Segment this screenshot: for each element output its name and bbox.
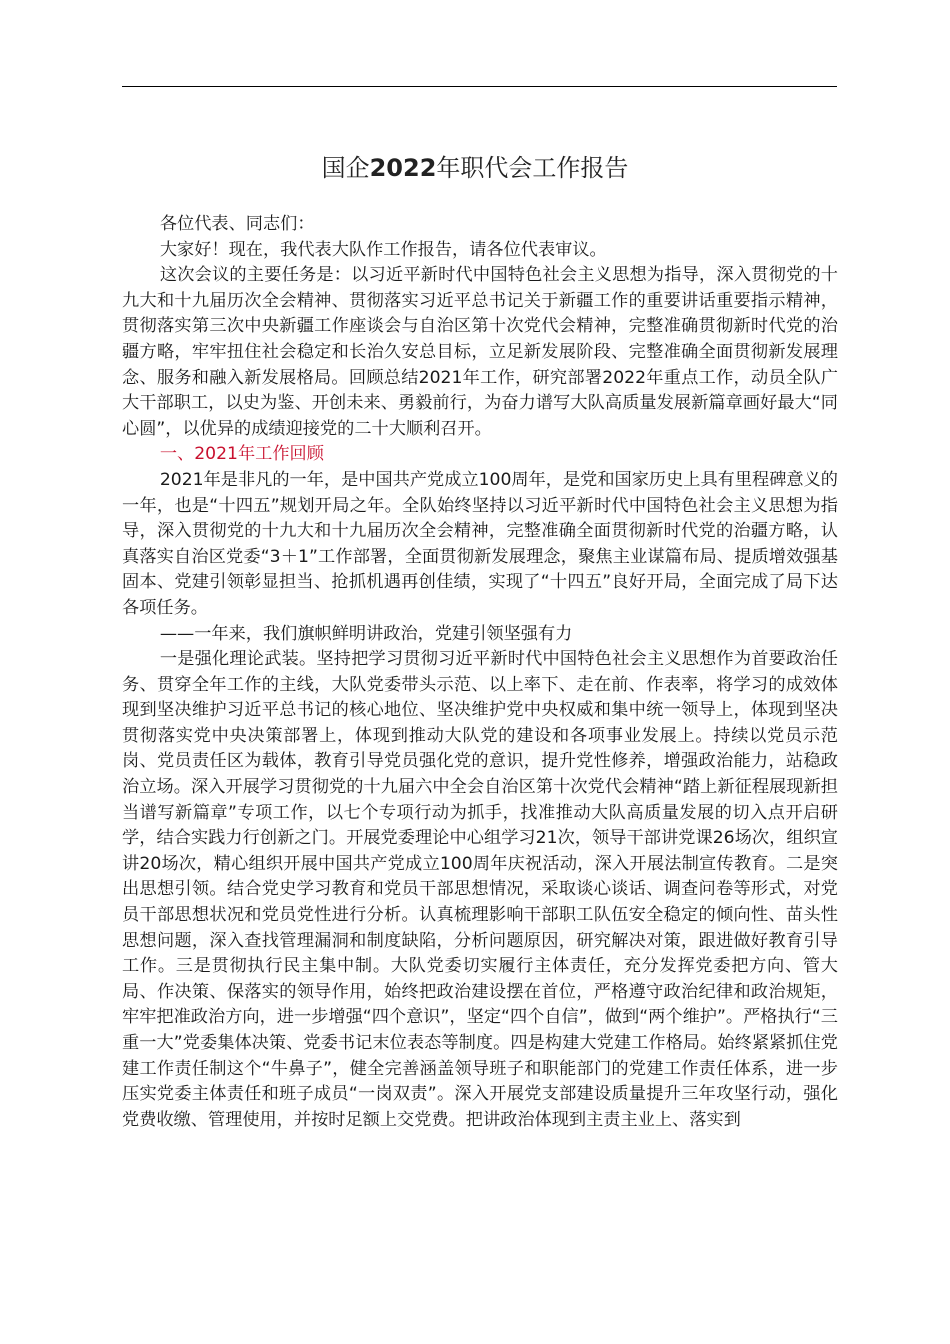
subheading: ——一年来，我们旗帜鲜明讲政治，党建引领坚强有力 [159, 623, 573, 644]
title-year: 2022 [369, 154, 437, 182]
paragraph: 一是强化理论武装。坚持把学习贯彻习近平新时代中国特色社会主义思想作为首要政治任务、贯穿全年工作的主线，大队党委带头示范、以上率下、走在前、作表率，将学习的成效体现到坚决维护习近平总书记的核心地位、坚决维护党中央权威和集中统一领导上，体现到坚决贯彻落实党中央决策部署上，体现到推动大队党的建设和各项事业发展上。持续以党员示范岗、党员责任区为载体，教育引导党员强化党的意识，提升党性修养，增强政治能力，站稳政治立场。深入开展学习贯彻党的十九届六中全会自治区第十次党代会精神“踏上新征程展现新担当谱写新篇章”专项工作，以七个专项行动为抓手，找准推动大队高质量发展的切入点开启研学，结合实践力行创新之门。开展党委理论中心组学习21次，领导干部讲党课26场次，组织宣讲20场次，精心组织开展中国共产党成立100周年庆祝活动，深入开展法制宣传教育。二是突出思想引领。结合党史学习教育和党员干部思想情况，采取谈心谈话、调查问卷等形式，对党员干部思想状况和党员党性进行分析。认真梳理影响干部职工队伍安全稳定的倾向性、苗头性思想问题，深入查找管理漏洞和制度缺陷，分析问题原因，研究解决对策，跟进做好教育引导工作。三是贯彻执行民主集中制。大队党委切实履行主体责任，充分发挥党委把方向、管大局、作决策、保落实的领导作用，始终把政治建设摆在首位，严格遵守政治纪律和政治规矩，牢牢把准政治方向，进一步增强“四个意识”，坚定“四个自信”，做到“两个维护”。严格执行“三重一大”党委集体决策、党委书记末位表态等制度。四是构建大党建工作格局。始终紧紧抓住党建工作责任制这个“牛鼻子”，健全完善涵盖领导班子和职能部门的党建工作责任体系，进一步压实党委主体责任和班子成员“一岗双责”。深入开展党支部建设质量提升三年攻坚行动，强化党费收缴、管理使用，并按时足额上交党费。把讲政治体现到主责主业上、落实到 [122, 649, 838, 1130]
document-body [122, 212, 838, 1133]
paragraph: 这次会议的主要任务是：以习近平新时代中国特色社会主义思想为指导，深入贯彻党的十九大和十九届历次全会精神、贯彻落实习近平总书记关于新疆工作的重要讲话重要指示精神，贯彻落实第三次中央新疆工作座谈会与自治区第十次党代会精神，完整准确贯彻新时代党的治疆方略，牢牢扭住社会稳定和长治久安总目标，立足新发展阶段、完整准确全面贯彻新发展理念、服务和融入新发展格局。回顾总结2021年工作，研究部署2022年重点工作，动员全队广大干部职工，以史为鉴、开创未来、勇毅前行，为奋力谱写大队高质量发展新篇章画好最大“同心圆”，以优异的成绩迎接党的二十大顺利召开。 [122, 265, 838, 439]
section-heading: 一、2021年工作回顾 [159, 444, 324, 465]
paragraph: 2021年是非凡的一年，是中国共产党成立100周年，是党和国家历史上具有里程碑意义的一年，也是“十四五”规划开局之年。全队始终坚持以习近平新时代中国特色社会主义思想为指导，深入贯彻党的十九大和十九届历次全会精神，完整准确全面贯彻新时代党的治疆方略，认真落实自治区党委“3＋1”工作部署，全面贯彻新发展理念，聚焦主业谋篇布局、提质增效强基固本、党建引领彰显担当、抢抓机遇再创佳绩，实现了“十四五”良好开局，全面完成了局下达各项任务。 [122, 469, 838, 618]
paragraph: 大家好！现在，我代表大队作工作报告，请各位代表审议。 [159, 239, 607, 260]
header-rule [122, 86, 837, 87]
document-title [0, 150, 950, 186]
title-suffix: 年职代会工作报告 [436, 154, 629, 182]
salutation: 各位代表、同志们： [159, 214, 315, 234]
title-prefix: 国企 [321, 154, 370, 182]
